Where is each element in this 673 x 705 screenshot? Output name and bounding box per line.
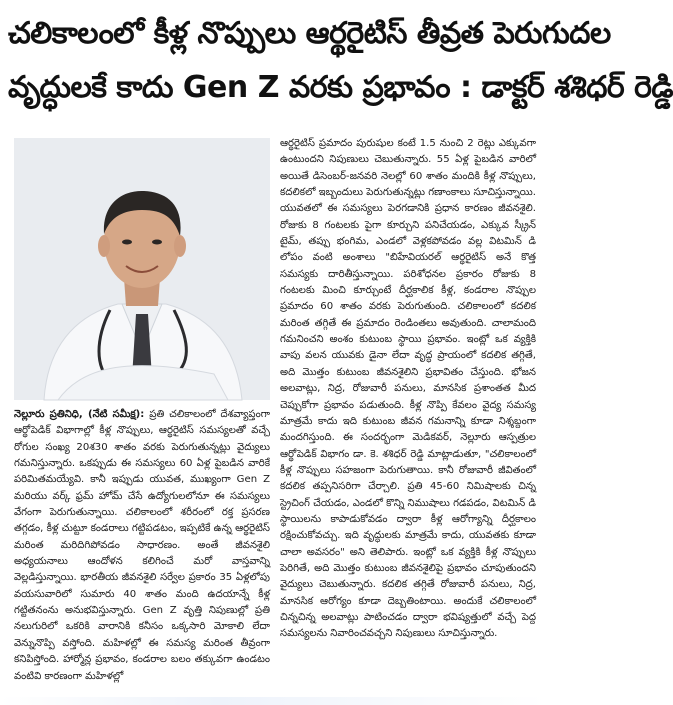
article-paragraph-left	[14, 407, 270, 685]
headline-line-1: చలికాలంలో కీళ్ల నొప్పులు ఆర్థరైటిస్ తీవ్రత పెరుగుదల	[8, 16, 611, 51]
article-body-left: ప్రతి చలికాలంలో దేశవ్యాప్తంగా ఆర్థోపెడిక్ విభాగాల్లో కీళ్ల నొప్పులు, ఆర్థరైటిస్ సమస్యలతో వచ్చే రోగుల సంఖ్య 20శ30 శాతం వరకు పెరుగుతున్నట్లు వైద్యులు గమనిస్తున్నారు. ఒకప్పుడు ఈ సమస్యలు 60 ఏళ్ల పైబడిన వారికే పరిమితమయ్యేవి. కానీ ఇప్పుడు యువత, ముఖ్యంగా Gen Z మరియు వర్క్ ఫ్రమ్ హోమ్ చేసే ఉద్యోగులలోనూ ఈ సమస్యలు వేగంగా పెరుగుతున్నాయి. చలికాలంలో శరీరంలో రక్త ప్రసరణ తగ్గడం, కీళ్ల చుట్టూ కండరాలు గట్టిపడటం, ఇప్పటికే ఉన్న ఆర్థరైటిస్ మరింత మరిదిగిపోవడం సాధారణం. అంతే జీవనశైలి అధ్యయనాలు ఆందోళన కలిగించే మరో వాస్తవాన్ని వెల్లడిస్తున్నాయి. భారతీయ జీవనశైలి సర్వేల ప్రకారం 35 ఏళ్లలోపు వయసువారిలో సుమారు 40 శాతం మంది ఉదయాన్నే కీళ్ల గట్టితనంను అనుభవిస్తున్నారు. Gen Z వృత్తి నిపుణుల్లో ప్రతి నలుగురిలో ఒకరికి వారానికి కనీసం ఒక్కసారి మోకాలి లేదా వెన్నునొప్పి వస్తోంది. మహిళల్లో ఈ సమస్య మరింత తీవ్రంగా కనిపిస్తోంది. హార్మోన్ల ప్రభావం, కండరాల బలం తక్కువగా ఉండటం వంటివి కారణంగా మహిళల్లో	[14, 409, 270, 682]
footer-strip	[0, 697, 546, 705]
byline: నెల్లూరు ప్రతినిధి, (నేటి సమీక్ష):	[14, 409, 145, 420]
article-column-left	[14, 407, 270, 699]
doctor-portrait-icon	[14, 138, 270, 400]
article-column-right	[280, 136, 536, 698]
headline-line-2: వృద్ధులకే కాదు Gen Z వరకు ప్రభావం : డాక్టర్ శశిధర్ రెడ్డి	[8, 70, 673, 105]
article-body-right: ఆర్థరైటిస్ ప్రమాదం పురుషుల కంటే 1.5 నుంచి 2 రెట్లు ఎక్కువగా ఉంటుందని నిపుణులు చెబుతున్నారు. 55 ఏళ్ల పైబడిన వారిలో అయితే డిసెంబర్-జనవరి నెలల్లో 60 శాతం మందికి కీళ్ల నొప్పులు, కదలికలో ఇబ్బందులు పెరుగుతున్నట్లు గణాంకాలు సూచిస్తున్నాయి. యువతలో ఈ సమస్యలు పెరగడానికి ప్రధాన కారణం జీవనశైలి. రోజుకు 8 గంటలకు పైగా కూర్చుని పనిచేయడం, ఎక్కువ స్క్రీన్ టైమ్, తప్పు భంగిమ, ఎండలో వెళ్లకపోవడం వల్ల విటమిన్ డి లోపం వంటి అంశాలు "బిహేవియరల్ ఆర్థరైటిస్ అనే కొత్త సమస్యకు దారితీస్తున్నాయి. పరిశోధనల ప్రకారం రోజుకు 8 గంటలకు మించి కూర్చుంటే దీర్ఘకాలిక కీళ్ల, కండరాల నొప్పుల ప్రమాదం 60 శాతం వరకు పెరుగుతుంది. చలికాలంలో కదలిక మరింత తగ్గితే ఈ ప్రమాదం రెండింతలు అవుతుంది. చాలామంది గమనించని అంశం కుటుంబ స్థాయి ప్రభావం. ఇంట్లో ఒక వ్యక్తికి వాపు వలన యువకు డైనా లేదా వృద్ధ ప్రాయంలో కదలిక తగ్గితే, అది మొత్తం కుటుంబ జీవనశైలిని ప్రభావితం చేస్తుంది. భోజన అలవాట్లు, నిద్ర, రోజువారీ పనులు, మానసిక ప్రశాంతత మీద చెప్పుకోగా ప్రభావం పడుతుంది. కీళ్ల నొప్పి కేవలం వైద్య సమస్య మాత్రమే కాదు ఇది కుటుంబ జీవన గమనాన్ని కూడా నిశ్శబ్దంగా మందగిస్తుంది. ఈ సందర్భంగా మెడికవర్, నెల్లూరు ఆస్పత్రుల ఆర్థోపెడిక్ విభాగం డా. కె. శశిధర్ రెడ్డి మాట్లాడుతూ, "చలికాలంలో కీళ్ల నొప్పులు సహజంగా పెరుగుతాయి. కానీ రోజువారీ జీవితంలో కదలిక తప్పనిసరిగా చేర్చాలి. ప్రతి 45-60 నిమిషాలకు చిన్న స్ట్రెచింగ్ చేయడం, ఎండలో కొన్ని నిముషాలు గడపడం, విటమిన్ డి స్థాయిలను కాపాడుకోవడం ద్వారా కీళ్ల ఆరోగ్యాన్ని దీర్ఘకాలం రక్షించుకోవచ్చు. ఇది వృద్ధులకు మాత్రమే కాదు, యువతకు కూడా చాలా అవసరం" అని తెలిపారు. ఇంట్లో ఒక వ్యక్తికి కీళ్ల నొప్పులు పెరిగితే, అది మొత్తం కుటుంబ జీవనశైలిపై ప్రభావం చూపుతుందని వైద్యులు చెబుతున్నారు. కదలిక తగ్గితే రోజువారీ పనులు, నిద్ర, మానసిక ఆరోగ్యం కూడా దెబ్బతింటాయి. అందుకే చలికాలంలో చిన్నచిన్న అలవాట్లు పాటించడం ద్వారా భవిష్యత్తులో వచ్చే పెద్ద సమస్యలను నివారించవచ్చని నిపుణులు సూచిస్తున్నారు.	[280, 138, 536, 640]
doctor-photo	[14, 138, 270, 400]
